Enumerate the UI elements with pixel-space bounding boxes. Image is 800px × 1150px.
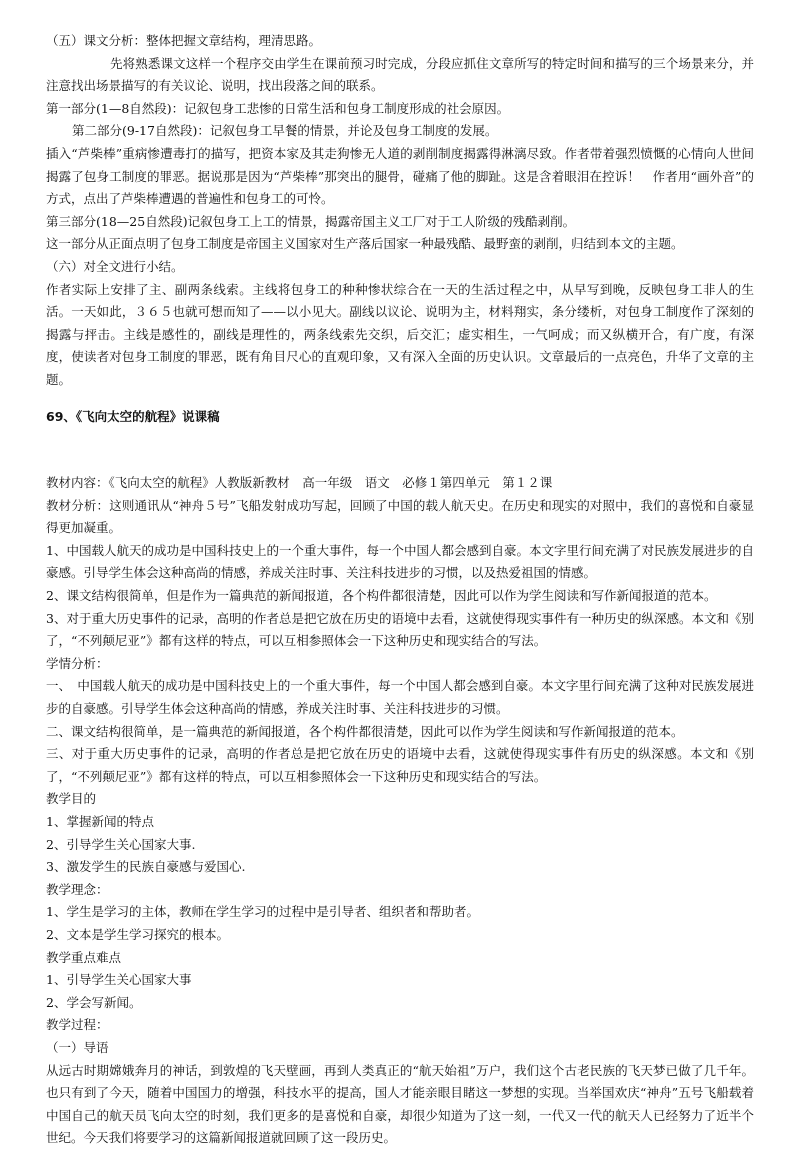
paragraph: 第一部分(1—8自然段)：记叙包身工悲惨的日常生活和包身工制度形成的社会原因。 — [46, 100, 510, 116]
paragraph: 2、课文结构很简单，但是作为一篇典范的新闻报道，各个构件都很清楚，因此可以作为学生阅读和写作新闻报道的范本。 — [46, 588, 717, 604]
paragraph: 3、对于重大历史事件的记录，高明的作者总是把它放在历史的语境中去看，这就使得现实事件有一种历史的纵深感。本文和《别了，“不列颠尼亚”》都有这样的特点，可以互相参照体会一下这种历史和现实结合的写法。 — [46, 610, 754, 649]
paragraph: 教材分析：这则通讯从“神舟５号”飞船发射成功写起，回顾了中国的载人航天史。在历史和现实的对照中，我们的喜悦和自豪显得更加凝重。 — [46, 497, 754, 536]
paragraph: 作者实际上安排了主、副两条线索。主线将包身工的种种惨状综合在一天的生活过程之中，从早写到晚，反映包身工非人的生活。一天如此，３６５也就可想而知了——以小见大。副线以议论、说明为主，材料翔实，条分缕析，对包身工制度作了深刻的揭露与抨击。主线是感性的，副线是理性的，两条线索先交织，后交汇；虚实相生，一气呵成；而又纵横开合，有广度，有深度，使读者对包身工制度的罪恶，既有角目尺心的直观印象，又有深入全面的历史认识。文章最后的一点亮色，升华了文章的主题。 — [46, 281, 754, 387]
section-heading: 教学重点难点 — [46, 949, 122, 965]
paragraph: 这一部分从正面点明了包身工制度是帝国主义国家对生产落后国家一种最残酷、最野蛮的剥削，归结到本文的主题。 — [46, 236, 684, 252]
spacer — [46, 428, 754, 472]
paragraph: 插入“芦柴棒”重病惨遭毒打的描写，把资本家及其走狗惨无人道的剥削制度揭露得淋漓尽致。作者带着强烈愤慨的心情向人世间揭露了包身工制度的罪恶。据说那是因为“芦柴棒”那突出的腿骨，碰痛了他的脚趾。这是含着眼泪在控诉！ 作者用“画外音”的方式，点出了芦柴棒遭遇的普遍性和包身工的可怜。 — [46, 145, 754, 207]
paragraph: 1、中国载人航天的成功是中国科技史上的一个重大事件，每一个中国人都会感到自豪。本文字里行间充满了对民族发展进步的自豪感。引导学生体会这种高尚的情感，养成关注时事、关注科技进步的习惯，以及热爱祖国的情感。 — [46, 542, 754, 581]
section-heading: 学情分析： — [46, 655, 109, 671]
section-heading: 教学过程： — [46, 1017, 109, 1033]
paragraph: 一、 中国载人航天的成功是中国科技史上的一个重大事件，每一个中国人都会感到自豪。本文字里行间充满了这种对民族发展进步的自豪感。引导学生体会这种高尚的情感，养成关注时事、关注科技进步的习惯。 — [46, 678, 754, 717]
paragraph: 从远古时期嫦娥奔月的神话，到敦煌的飞天壁画，再到人类真正的“航天始祖”万户，我们这个古老民族的飞天梦已做了几千年。也只有到了今天，随着中国国力的增强，科技水平的提高，国人才能亲眼目睹这一梦想的实现。当举国欢庆“神舟”五号飞船载着中国自己的航天员飞向太空的时刻，我们更多的是喜悦和自豪，却很少知道为了这一刻，一代又一代的航天人已经努力了近半个世纪。今天我们将要学习的这篇新闻报道就回顾了这一段历史。 — [46, 1062, 754, 1146]
section-heading-analysis: （五）课文分析：整体把握文章结构，理清思路。 — [46, 33, 322, 48]
paragraph: 第二部分(9-17自然段)：记叙包身工早餐的情景，并论及包身工制度的发展。 — [72, 123, 498, 139]
list-item: 2、文本是学生学习探究的根本。 — [46, 926, 229, 942]
lesson-title: 69、《飞向太空的航程》说课稿 — [46, 408, 220, 424]
paragraph: 第三部分(18—25自然段)记叙包身工上工的情景，揭露帝国主义工厂对于工人阶级的残酷剥削。 — [46, 213, 576, 229]
paragraph: 二、课文结构很简单，是一篇典范的新闻报道，各个构件都很清楚，因此可以作为学生阅读和写作新闻报道的范本。 — [46, 723, 684, 739]
list-item: 2、引导学生关心国家大事. — [46, 836, 196, 852]
paragraph: 先将熟悉课文这样一个程序交由学生在课前预习时完成，分段应抓住文章所写的特定时间和描写的三个场景来分，并注意找出场景描写的有关议论、说明，找出段落之间的联系。 — [46, 55, 754, 94]
list-item: 3、激发学生的民族自豪感与爱国心. — [46, 859, 246, 875]
section-heading: 教学目的 — [46, 791, 97, 807]
section-heading-summary: （六）对全文进行小结。 — [46, 258, 184, 274]
list-item: 1、引导学生关心国家大事 — [46, 972, 192, 988]
paragraph: 三、对于重大历史事件的记录，高明的作者总是把它放在历史的语境中去看，这就使得现实事件有历史的纵深感。本文和《别了，“不列颠尼亚”》都有这样的特点，可以互相参照体会一下这种历史和现实结合的写法。 — [46, 746, 754, 784]
list-item: 2、学会写新闻。 — [46, 994, 142, 1010]
list-item: 1、学生是学习的主体，教师在学生学习的过程中是引导者、组织者和帮助者。 — [46, 904, 479, 920]
section-heading: 教学理念： — [46, 881, 109, 897]
section-heading: （一）导语 — [46, 1039, 109, 1055]
paragraph: 教材内容：《飞向太空的航程》人教版新教材 高一年级 语文 必修１第四单元 第１２课 — [46, 475, 553, 491]
list-item: 1、掌握新闻的特点 — [46, 814, 154, 829]
